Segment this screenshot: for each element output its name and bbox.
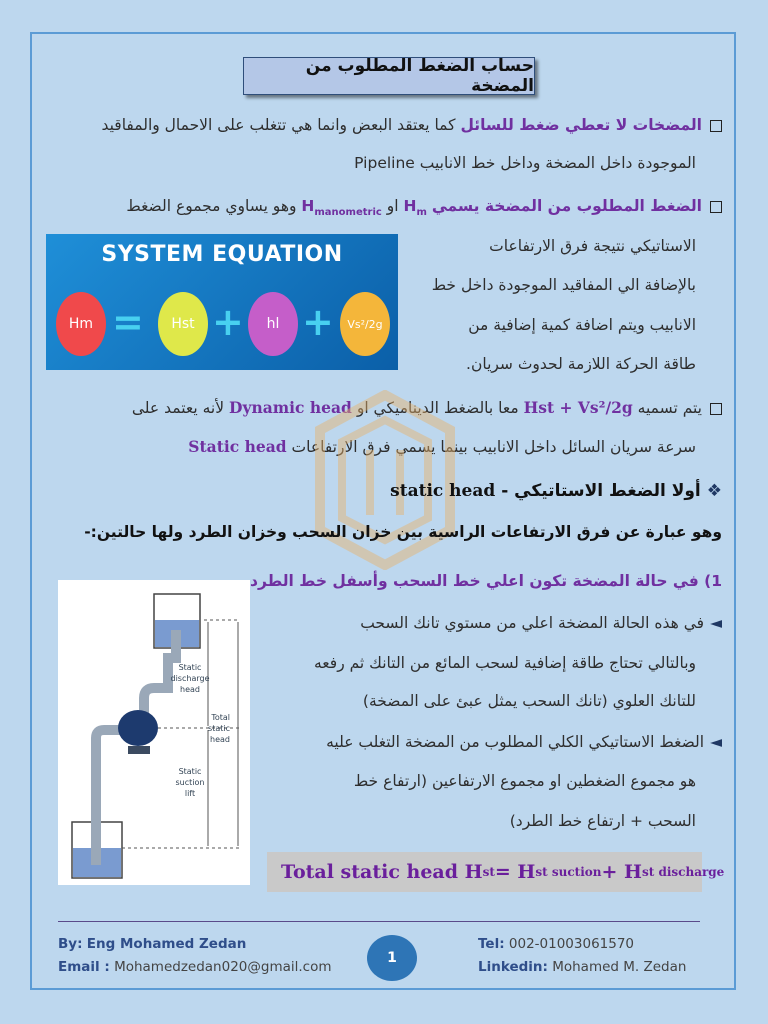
velocity-formula: Hst + Vs²/2g: [523, 398, 633, 417]
footer-divider: [58, 921, 700, 922]
email-link[interactable]: Mohamedzedan020@gmail.com: [114, 959, 332, 975]
para1-bold: المضخات لا تعطي ضغط للسائل: [460, 116, 702, 134]
dynamic-head-term: Dynamic head: [229, 398, 352, 417]
label-static-suction-1: suction: [175, 778, 205, 787]
bullet1-line1: ◄في هذه الحالة المضخة اعلي من مستوي تانك السحب: [360, 614, 722, 632]
triangle-bullet-icon: ◄: [710, 733, 722, 751]
para2-line4: الانابيب ويتم اضافة كمية إضافية من: [468, 316, 696, 334]
label-static-suction-0: Static: [178, 767, 202, 776]
equals-sign: =: [112, 300, 144, 344]
plus-sign-1: +: [212, 300, 244, 344]
term-hst: Hst: [158, 292, 208, 356]
footer-linkedin: Linkedin: Mohamed M. Zedan: [478, 959, 687, 975]
para3-line1: يتم تسميه Hst + Vs²/2g معا بالضغط الديناميكي او Dynamic head لأنه يعتمد على: [132, 398, 722, 417]
para2-line5: طاقة الحركة اللازمة لحدوث سريان.: [466, 355, 696, 373]
footer-email: Email : Mohamedzedan020@gmail.com: [58, 959, 332, 975]
label-static-suction-2: lift: [184, 789, 196, 798]
diamond-bullet-icon: ❖: [706, 481, 722, 501]
para2-rest: وهو يساوي مجموع الضغط: [126, 197, 302, 215]
case1-heading: 1) في حالة المضخة تكون اعلي خط السحب وأسفل خط الطرد: [250, 572, 722, 590]
pump-static-head-diagram: [58, 580, 250, 885]
page-title: حساب الضغط المطلوب من المضخة: [243, 57, 535, 95]
label-static-discharge-1: discharge: [170, 674, 210, 683]
bullet2-line3: السحب + ارتفاع خط الطرد): [509, 812, 696, 830]
page-number: 1: [367, 935, 417, 981]
label-total-1: static: [208, 724, 230, 733]
footer-tel: Tel: 002-01003061570: [478, 936, 635, 952]
linkedin-link[interactable]: Mohamed M. Zedan: [552, 959, 687, 975]
label-total-2: head: [210, 735, 230, 744]
label-static-discharge-0: Static: [178, 663, 202, 672]
triangle-bullet-icon: ◄: [710, 614, 722, 632]
total-static-head-equation: Total static head H st = H st suction + H st discharge: [267, 852, 702, 892]
para1-rest: كما يعتقد البعض وانما هي تتغلب على الاحمال والمفاقيد: [101, 116, 461, 134]
para1-line2: الموجودة داخل المضخة وداخل خط الانابيب Pipeline: [354, 154, 696, 172]
pump-diagram-drawing: [58, 580, 250, 885]
bullet2-line2: هو مجموع الضغطين او مجموع الارتفاعين (ارتفاع خط: [353, 772, 696, 790]
label-static-discharge-2: head: [180, 685, 200, 694]
checkbox-bullet-icon: [710, 201, 722, 213]
term-velocity-head: Vs²/2g: [340, 292, 390, 356]
term-hm: Hm: [56, 292, 106, 356]
static-head-term: Static head: [188, 437, 287, 456]
term-hl: hl: [248, 292, 298, 356]
system-equation-heading: SYSTEM EQUATION: [101, 242, 343, 267]
para2-bold: الضغط المطلوب من المضخة يسمي: [431, 197, 702, 215]
para2-line1: [126, 197, 722, 218]
para1-line1: [101, 116, 722, 134]
plus-sign-2: +: [302, 300, 334, 344]
hm-symbol: $H_m$: [403, 197, 427, 219]
hmanometric-symbol: $H_{manometric}$: [301, 197, 382, 219]
checkbox-bullet-icon: [710, 403, 722, 415]
watermark-logo-icon: [310, 390, 460, 570]
bullet1-line3: للتانك العلوي (تانك السحب يمثل عبئ على المضخة): [362, 692, 696, 710]
bullet2-line1: ◄الضغط الاستاتيكي الكلي المطلوب من المضخة التغلب عليه: [326, 733, 722, 751]
bullet1-line2: وبالتالي تحتاج طاقة إضافية لسحب المائع من التانك ثم رفعه: [314, 654, 696, 672]
para2-line2: الاستاتيكي نتيجة فرق الارتفاعات: [489, 237, 696, 255]
or-word: او: [381, 197, 404, 215]
para2-line3: بالإضافة الي المفاقيد الموجودة داخل خط: [431, 276, 696, 294]
label-total-0: Total: [211, 713, 230, 722]
section1-heading: ❖أولا الضغط الاستاتيكي - static head: [390, 481, 722, 501]
system-equation-image: [46, 234, 398, 370]
section1-description: وهو عبارة عن فرق الارتفاعات الراسية بين خزان السحب وخزان الطرد ولها حالتين:-: [84, 523, 722, 541]
footer-author: By: Eng Mohamed Zedan: [58, 936, 247, 952]
checkbox-bullet-icon: [710, 120, 722, 132]
para3-line2: سرعة سريان السائل داخل الانابيب بينما يسمي فرق الارتفاعات Static head: [188, 437, 696, 456]
